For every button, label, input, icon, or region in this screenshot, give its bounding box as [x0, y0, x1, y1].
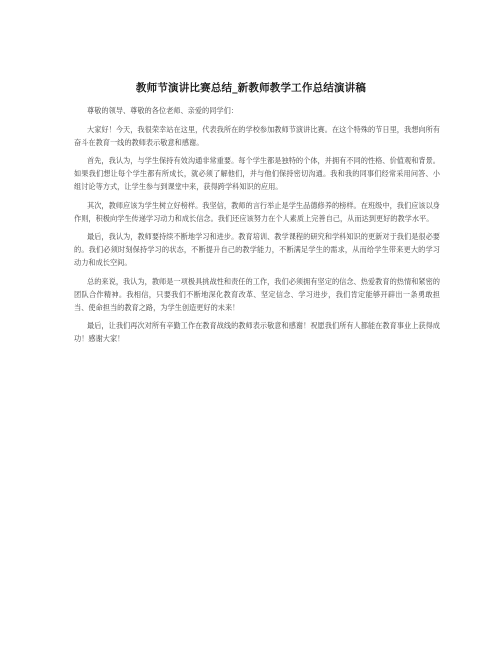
paragraph-summary: 总的来说，我认为，教师是一项极具挑战性和责任的工作，我们必须拥有坚定的信念、热爱教育的热情和紧密的团队合作精神。我相信，只要我们不断地深化教育改革、坚定信念、学习进步，我们肯定能够开辟出一条勇敢担当、使命担当的教育之路，为学生创造更好的未来！: [74, 276, 440, 312]
paragraph-closing: 最后，让我们再次对所有辛勤工作在教育战线的教师表示敬意和感谢！祝愿我们所有人都能在教育事业上获得成功！感谢大家！: [74, 321, 440, 343]
document-body: [74, 104, 440, 351]
paragraph-greeting: 尊敬的领导、尊敬的各位老师、亲爱的同学们：: [87, 106, 238, 115]
paragraph-role-model: 其次，教师应该为学生树立好榜样。我坚信，教师的言行举止是学生品德修养的榜样。在班级中，我们应该以身作则，积极向学生传递学习动力和成长信念。我们还应该努力在个人素质上完善自己，从而达到更好的教学水平。: [74, 200, 440, 223]
document-title: 教师节演讲比赛总结_新教师教学工作总结演讲稿: [135, 82, 367, 94]
paragraph-learning: 最后，我认为，教师要持续不断地学习和进步。教育培训、教学课程的研究和学科知识的更新对于我们是很必要的。我们必须时刻保持学习的状态，不断提升自己的教学能力，不断满足学生的需求，从而给学生带来更大的学习动力和成长空间。: [74, 232, 440, 267]
paragraph-opening: 大家好！今天，我很荣幸站在这里，代表我所在的学校参加教师节演讲比赛。在这个特殊的节日里，我想向所有奋斗在教育一线的教师表示敬意和感谢。: [74, 124, 440, 147]
paragraph-communication: 首先，我认为，与学生保持有效沟通非常重要。每个学生都是独特的个体，并拥有不同的性格、价值观和背景。如果我们想让每个学生都有所成长，就必须了解他们，并与他们保持密切沟通。我和我的同事们经常采用问答、小组讨论等方式，让学生参与到课堂中来，获得跨学科知识的应用。: [74, 156, 440, 191]
